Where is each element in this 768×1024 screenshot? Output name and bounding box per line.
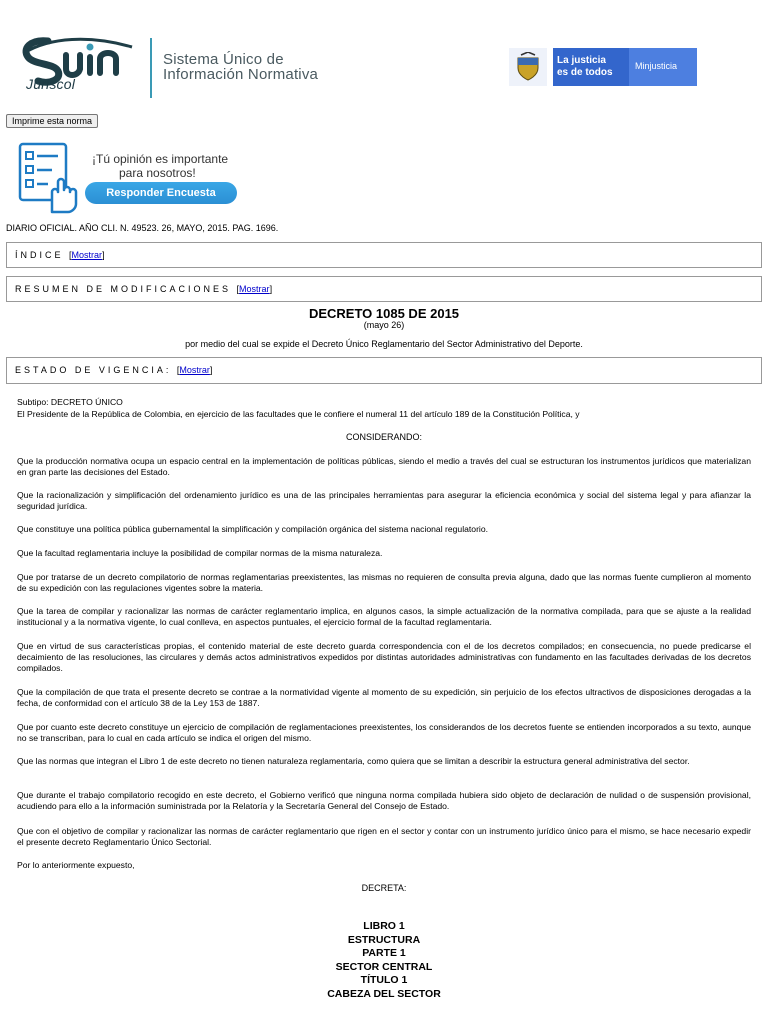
presidente-text: El Presidente de la República de Colombia, en ejercicio de las facultades que le confiere el numeral 11 del artículo 189 de la Constitución Política, y xyxy=(17,409,580,419)
paragraph: Que las normas que integran el Libro 1 de este decreto no tienen naturaleza reglamentaria, como quiera que se limitan a describir la estructura general administrativa del sector. xyxy=(17,756,690,766)
resumen-show-link[interactable]: Mostrar xyxy=(239,284,270,294)
structure-heading: SECTOR CENTRAL xyxy=(335,960,433,973)
paragraph: Que durante el trabajo compilatorio recogido en este decreto, el Gobierno verificó que ninguna norma compilada hubiera sido objeto de declaración de nulidad o de suspensión provisional, acudiendo para ello a la información suministrada por la Relatoría y la Secretaría General del Consejo de Estado. xyxy=(17,790,751,811)
minjusticia-banner[interactable] xyxy=(509,48,697,86)
vigencia-show-link[interactable]: Mostrar xyxy=(179,365,210,375)
decree-title: DECRETO 1085 DE 2015 xyxy=(308,306,460,321)
paragraph: Que con el objetivo de compilar y racionalizar las normas de carácter reglamentario que rigen en el sector y contar con un instrumento jurídico único para el mismo, se hace necesario expedir el presente decreto Reglamentario Único Sectorial. xyxy=(17,826,751,847)
structure-heading: LIBRO 1 xyxy=(363,920,405,932)
minjus-slogan-line1: La justicia xyxy=(557,55,606,66)
respond-survey-button[interactable]: Responder Encuesta xyxy=(85,182,237,204)
vigencia-box: ESTADO DE VIGENCIA: [Mostrar] xyxy=(6,357,762,384)
paragraph: Que la racionalización y simplificación del ordenamiento jurídico es una de las principales herramientas para asegurar la eficiencia económica y social del sistema legal y para afianzar la seguridad jurídica. xyxy=(17,490,751,511)
survey-text-line1: ¡Tú opinión es importante xyxy=(92,152,229,166)
survey-banner xyxy=(18,140,248,216)
decree-date: (mayo 26) xyxy=(363,320,405,330)
decree-subtitle: por medio del cual se expide el Decreto Único Reglamentario del Sector Administrativo del Deporte. xyxy=(185,339,583,349)
page-header xyxy=(0,0,768,112)
paragraph: Que constituye una política pública gubernamental la simplificación y compilación orgánica del sistema nacional regulatorio. xyxy=(17,524,489,534)
banner-separator xyxy=(547,48,553,86)
diario-oficial-reference: DIARIO OFICIAL. AÑO CLI. N. 49523. 26, MAYO, 2015. PAG. 1696. xyxy=(6,223,279,233)
structure-heading: CABEZA DEL SECTOR xyxy=(327,987,441,1000)
expuesto-text: Por lo anteriormente expuesto, xyxy=(17,860,135,870)
considerando-heading: CONSIDERANDO: xyxy=(345,432,422,442)
resumen-box: RESUMEN DE MODIFICACIONES [Mostrar] xyxy=(6,276,762,302)
paragraph: Que la producción normativa ocupa un espacio central en la implementación de políticas públicas, siendo el medio a través del cual se estructuran los instrumentos jurídicos que materializan en gran parte las decisiones del Estado. xyxy=(17,456,751,477)
print-button[interactable]: Imprime esta norma xyxy=(6,114,98,128)
site-title-line2: Información Normativa xyxy=(163,66,319,83)
site-title-line1: Sistema Único de xyxy=(163,51,284,68)
paragraph: Que en virtud de sus características propias, el contenido material de este decreto guarda correspondencia con el de los decretos compilados; en consecuencia, no puede predicarse el decaimiento de las resoluciones, las circulares y demás actos administrativos expedidos por distintas autoridades administrativas con fundamento en las facultades derivadas de los decretos compilados. xyxy=(17,641,751,673)
minjus-slogan-line2: es de todos xyxy=(557,67,613,78)
structure-heading: TÍTULO 1 xyxy=(360,974,408,986)
subtipo-text: Subtipo: DECRETO ÚNICO xyxy=(17,397,123,407)
survey-checklist-icon xyxy=(18,142,84,214)
vigencia-label: ESTADO DE VIGENCIA: xyxy=(15,365,172,375)
indice-label: ÍNDICE xyxy=(15,250,64,260)
minjus-label-box xyxy=(629,48,697,86)
paragraph: Que por tratarse de un decreto compilatorio de normas reglamentarias preexistentes, las mismas no requieren de consulta previa alguna, dado que las normas fuente cumplieron al momento de su expedición con las regulaciones vigentes sobre la materia. xyxy=(17,572,751,593)
structure-heading: PARTE 1 xyxy=(362,947,406,959)
minjus-label: Minjusticia xyxy=(635,61,678,71)
decreta-heading: DECRETA: xyxy=(361,883,407,893)
structure-heading: ESTRUCTURA xyxy=(347,933,421,946)
paragraph: Que la tarea de compilar y racionalizar las normas de carácter reglamentario implica, en algunos casos, la simple actualización de la normativa compilada, para que se ajuste a la realidad institucional y a la normativa vigente, lo cual conlleva, en aspectos puntuales, el ejercicio formal de la facultad reglamentaria. xyxy=(17,606,751,627)
indice-show-link[interactable]: Mostrar xyxy=(71,250,103,260)
survey-text-line2: para nosotros! xyxy=(119,166,196,180)
brand-name: Juriscol xyxy=(26,76,76,92)
paragraph: Que la facultad reglamentaria incluye la posibilidad de compilar normas de la misma naturaleza. xyxy=(17,548,383,558)
paragraph: Que la compilación de que trata el presente decreto se contrae a la normatividad vigente al momento de su expedición, sin perjuicio de los efectos ultractivos de disposiciones derogadas a la fecha, de conformidad con el artículo 38 de la Ley 153 de 1887. xyxy=(17,687,751,708)
resumen-label: RESUMEN DE MODIFICACIONES xyxy=(15,284,232,294)
logo-divider xyxy=(150,38,152,98)
paragraph: Que por cuanto este decreto constituye un ejercicio de compilación de reglamentaciones preexistentes, los considerandos de los decretos fuente se entienden incorporados a su texto, aunque no se transcriban, para lo cual en cada artículo se indica el origen del mismo. xyxy=(17,722,751,743)
indice-box: ÍNDICE [Mostrar] xyxy=(6,242,762,268)
colombia-shield-icon xyxy=(509,48,547,86)
